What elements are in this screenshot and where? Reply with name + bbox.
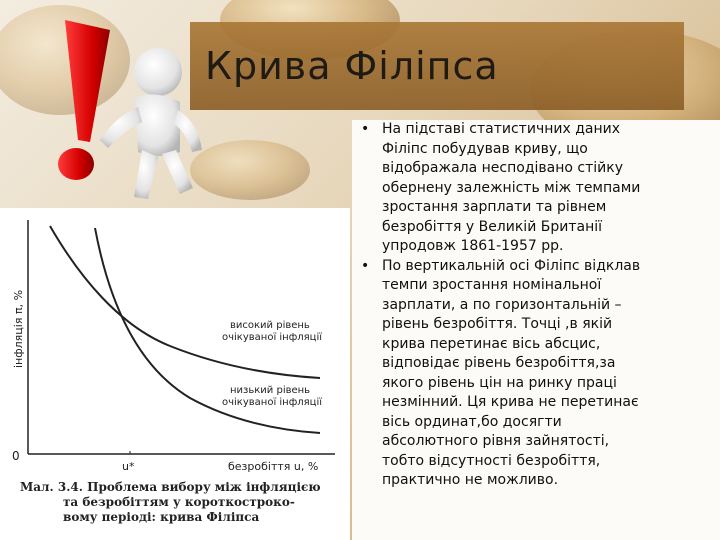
person-exclamation-icon <box>30 2 230 202</box>
origin-label: 0 <box>12 449 20 463</box>
bullet-icon: • <box>361 257 370 274</box>
bullet-line: По вертикальній осі Філіпс відклав <box>382 257 641 274</box>
figure-caption <box>20 480 340 525</box>
bullet-line: рівень безробіття. Точці ,в якій <box>382 316 613 332</box>
bullet-line: зростання зарплати та рівнем <box>382 199 607 215</box>
bullet-line: зарплати, а по горизонтальній – <box>382 296 622 313</box>
bullet-line: якого рівень цін на ринку праці <box>382 374 617 391</box>
series-label-low-2: очікуваної інфляції <box>222 397 323 408</box>
series-label-high-1: високий рівень <box>230 320 310 331</box>
bullet-line: обернену залежність між темпами <box>382 179 641 196</box>
bullet-line: незмінний. Ця крива не перетинає <box>382 394 639 410</box>
caption-line: та безробіттям у короткостроко- <box>63 495 295 509</box>
bullet-line: відображала несподівано стійку <box>382 160 623 176</box>
bullet-line: крива перетинає вісь абсцис, <box>382 335 601 352</box>
bullet-icon: • <box>361 121 370 137</box>
series-line-high <box>50 226 323 378</box>
x-axis-label: безробіття u, % <box>228 460 319 473</box>
bullet-item <box>355 257 705 491</box>
series-label-high-2: очікуваної інфляції <box>222 332 323 343</box>
bullet-line: безробіття у Великій Британії <box>382 218 603 235</box>
bullet-line: темпи зростання номінальної <box>382 277 602 293</box>
bullet-line: упродовж 1861-1957 рр. <box>382 238 564 254</box>
series-label-low-1: низький рівень <box>230 385 311 396</box>
y-axis-label: інфляція π, % <box>12 289 25 368</box>
bullet-line: абсолютного рівня зайнятості, <box>382 433 610 449</box>
bullet-line: вісь ординат,бо досягти <box>382 413 562 430</box>
bullet-line: На підставі статистичних даних <box>382 121 620 137</box>
slide-title: Крива Філіпса <box>205 44 499 88</box>
caption-line: Мал. 3.4. Проблема вибору між інфляцією <box>20 480 321 494</box>
phillips-chart <box>0 208 350 478</box>
bullet-list <box>355 120 705 491</box>
bullet-line: тобто відсутності безробіття, <box>382 452 601 469</box>
bullet-line: відповідає рівень безробіття,за <box>382 355 616 371</box>
bullet-item <box>355 120 705 257</box>
x-tick-label-ustar: u* <box>122 460 135 473</box>
bullet-line: Філіпс побудував криву, що <box>382 140 588 157</box>
bullet-line: практично не можливо. <box>382 472 559 488</box>
caption-line: вому періоді: крива Філіпса <box>63 510 260 524</box>
